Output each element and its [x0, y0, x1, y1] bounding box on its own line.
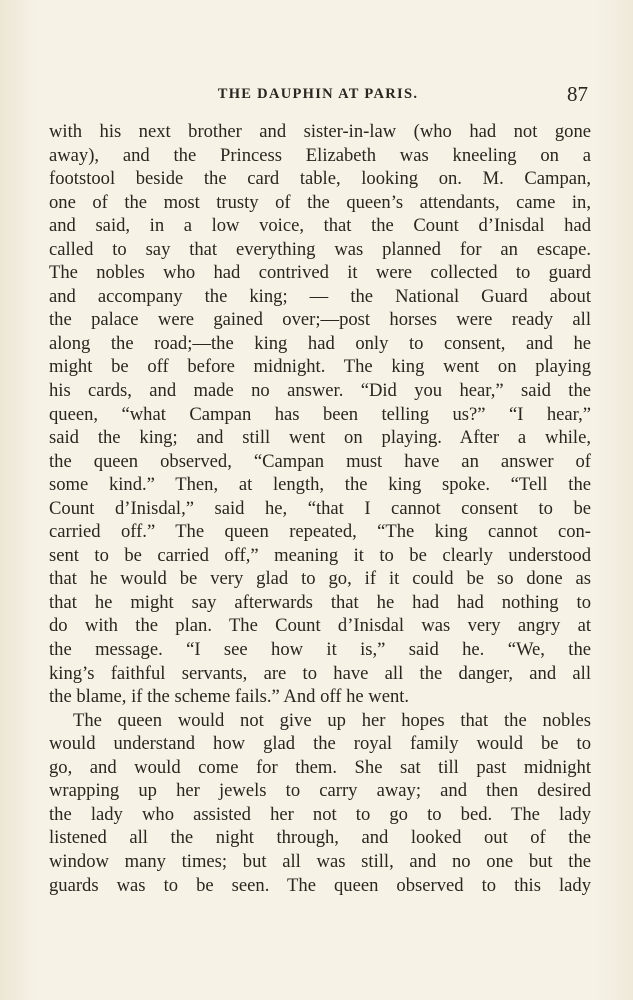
- text-line: would understand how glad the royal family would be to: [49, 733, 591, 755]
- text-line: and said, in a low voice, that the Count d’Inisdal had: [49, 215, 591, 237]
- page-number: 87: [567, 82, 588, 106]
- running-head: [48, 84, 588, 110]
- text-line: that he might say afterwards that he had had nothing to: [49, 591, 591, 613]
- text-line: one of the most trusty of the queen’s attendants, came in,: [49, 191, 591, 213]
- text-line: the lady who assisted her not to go to bed. The lady: [49, 803, 591, 825]
- text-line: king’s faithful servants, are to have all the danger, and all: [49, 662, 591, 684]
- text-line: said the king; and still went on playing. After a while,: [49, 427, 591, 449]
- text-line: do with the plan. The Count d’Inisdal was very angry at: [49, 615, 591, 637]
- text-line: along the road;—the king had only to consent, and he: [49, 332, 591, 354]
- text-line: footstool beside the card table, looking on. M. Campan,: [49, 168, 591, 190]
- text-line: listened all the night through, and looked out of the: [49, 827, 591, 849]
- running-head-title: THE DAUPHIN AT PARIS.: [217, 86, 419, 102]
- text-line: the palace were gained over;—post horses were ready all: [49, 309, 591, 331]
- text-line: that he would be very glad to go, if it could be so done as: [49, 568, 591, 590]
- text-line-paragraph-end: the blame, if the scheme fails.” And off he went.: [49, 686, 410, 708]
- text-line: might be off before midnight. The king went on playing: [49, 356, 591, 378]
- text-line: carried off.” The queen repeated, “The king cannot con-: [49, 521, 591, 543]
- text-line: called to say that everything was planned for an escape.: [49, 238, 591, 260]
- text-line: his cards, and made no answer. “Did you hear,” said the: [49, 380, 591, 402]
- text-line: with his next brother and sister-in-law (who had not gone: [49, 121, 591, 142]
- text-line: guards was to be seen. The queen observed to this lady: [49, 874, 591, 896]
- text-line: go, and would come for them. She sat till past midnight: [49, 756, 591, 778]
- text-line: some kind.” Then, at length, the king spoke. “Tell the: [49, 474, 591, 496]
- text-line: and accompany the king; — the National Guard about: [49, 285, 591, 307]
- body-text: [49, 120, 591, 897]
- text-line: sent to be carried off,” meaning it to be clearly understood: [49, 544, 591, 566]
- text-line: wrapping up her jewels to carry away; and then desired: [49, 780, 591, 802]
- text-line: Count d’Inisdal,” said he, “that I cannot consent to be: [49, 497, 591, 519]
- text-line: the message. “I see how it is,” said he. “We, the: [49, 639, 591, 661]
- text-line: window many times; but all was still, and no one but the: [49, 850, 591, 872]
- text-line: The nobles who had contrived it were collected to guard: [49, 262, 591, 284]
- text-line: the queen observed, “Campan must have an answer of: [49, 450, 591, 472]
- text-line: queen, “what Campan has been telling us?” “I hear,”: [49, 403, 591, 425]
- text-line-paragraph-start: The queen would not give up her hopes that the nobles: [73, 709, 591, 731]
- text-line: away), and the Princess Elizabeth was kneeling on a: [49, 144, 591, 166]
